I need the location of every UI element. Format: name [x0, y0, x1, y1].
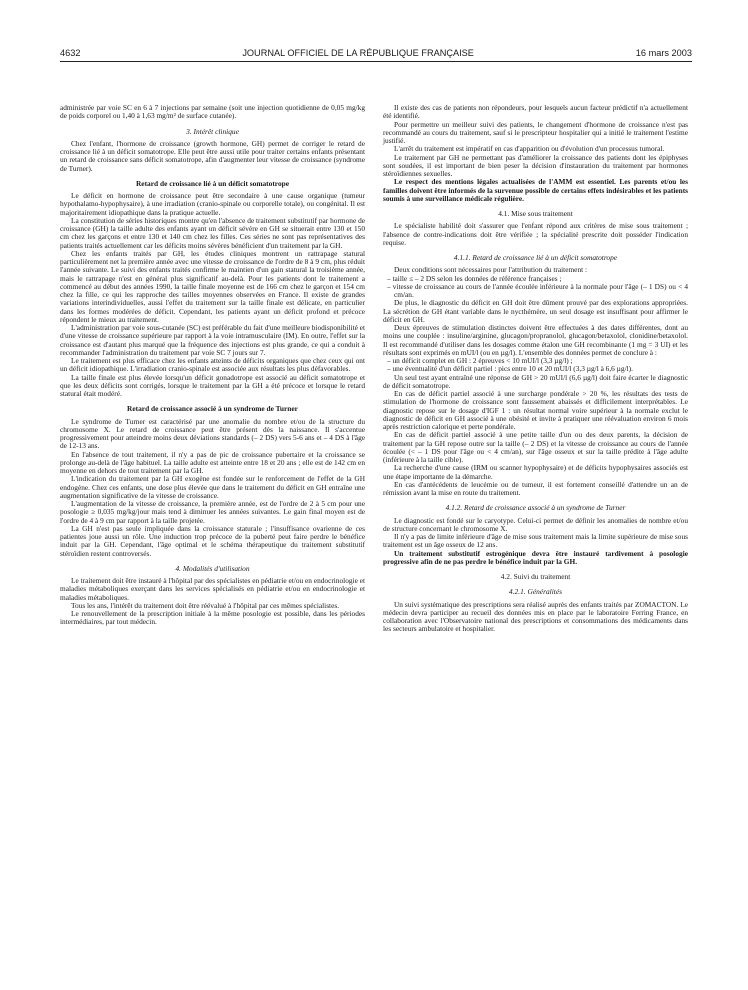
paragraph: Le traitement est plus efficace chez les enfants atteints de déficits organiques que chez ceux qui ont un déficit idiopathique. L'irradiation cranio-spinale est associée aux résultats les plus défavorables. [60, 356, 365, 374]
paragraph: L'indication du traitement par la GH exogène est fondée sur le renforcement de l'effet de la GH endogène. Chez ces enfants, une dose plus élevée que dans le traitement du déficit en GH entraîne une augmentation significative de la vitesse de croissance. [60, 474, 365, 500]
bullet-list [383, 357, 688, 374]
paragraph: Le syndrome de Turner est caractérisé par une anomalie du nombre et/ou de la structure du chromosome X. Le retard de croissance peut être présent dès la naissance. Il s'accentue progressivement pour atteindre moins deux déviations standards (– 2 DS) vers 5-6 ans et – 4 DS à l'âge de 12-13 ans. [60, 416, 365, 451]
subsection-heading: 3. Intérêt clinique [186, 126, 239, 136]
paragraph: administrée par voie SC en 6 à 7 injections par semaine (soit une injection quotidienne de 0,05 mg/kg de poids corporel ou 1,40 à 1,63 mg/m² de surface cutanée). [60, 103, 365, 121]
subsection-heading: 4.2.1. Généralités [509, 587, 562, 597]
subsection-heading: 4.1.1. Retard de croissance lié à un déficit somatotrope [453, 253, 618, 262]
subsection-heading: 4.1.2. Retard de croissance associé à un syndrome de Turner [445, 503, 626, 513]
paragraph: Le spécialiste habilité doit s'assurer que l'enfant répond aux critères de mise sous traitement ; l'absence de contre-indications doit être vérifiée ; la spécialité prescrite doit posséder l'indication requise. [383, 221, 688, 247]
subsection-heading: 4. Modalités d'utilisation [175, 563, 250, 573]
section-heading: 4.1. Mise sous traitement [498, 209, 573, 218]
paragraph: Un seul test ayant entraîné une réponse de GH > 20 mUI/l (6,6 µg/l) doit faire écarter le diagnostic de déficit somatotrope. [383, 372, 688, 390]
paragraph: Le renouvellement de la prescription initiale à la même posologie est possible, dans les périodes intermédiaires, par tout médecin. [60, 609, 365, 627]
paragraph: L'administration par voie sous-cutanée (SC) est préférable du fait d'une meilleure biodisponibilité et d'une vitesse de croissance supérieure par rapport à la voie intramusculaire (IM). En outre, l'effet sur la croissance est d'autant plus marqué que la fréquence des injections est plus grande, ce qui a conduit à recommander l'administration du traitement par voie SC 7 jours sur 7. [60, 323, 365, 357]
emphasized-paragraph: Le respect des mentions légales actualisées de l'AMM est essentiel. Les parents et/ou les familles doivent être informés de la survenue possible de certains effets indésirables et les patients soumis à une surveillance médicale régulière. [383, 177, 689, 203]
paragraph: Un suivi systématique des prescriptions sera réalisé auprès des enfants traités par ZOMACTON. Le médecin devra participer au recueil des données mis en place par le laboratoire Ferring France, en collaboration avec l'Observatoire national des prescriptions et consommations des médicaments dans les secteurs ambulatoire et hospitalier. [383, 599, 688, 634]
page-header [60, 48, 692, 58]
paragraph: En cas de déficit partiel associé à une surcharge pondérale > 20 %, les résultats des tests de stimulation de l'hormone de croissance sont faussement abaissés et difficilement interprétables. Le diagnostic repose sur le dosage d'IGF 1 : un résultat normal voire supérieur à la normale exclut le diagnostic de déficit en GH associé à une obésité et invite à pratiquer une réévaluation environ 6 mois après restriction calorique et perte pondérale. [383, 389, 688, 431]
paragraph: Il n'y a pas de limite inférieure d'âge de mise sous traitement mais la limite supérieure de mise sous traitement est un âge osseux de 12 ans. [383, 532, 688, 550]
paragraph: La constitution de séries historiques montre qu'en l'absence de traitement substitutif par hormone de croissance (GH) la taille adulte des enfants ayant un déficit sévère en GH se situerait entre 130 et 150 cm chez les garçons et entre 130 et 140 cm chez les filles. Ces séries ne sont pas représentatives des patients traités actuellement car les déficits moins sévères bénéficient d'un traitement par la GH. [60, 215, 365, 250]
paragraph: La GH n'est pas seule impliquée dans la croissance staturale ; l'insuffisance ovarienne de ces patientes joue aussi un rôle. Une induction trop précoce de la puberté peut faire perdre le bénéfice induit par la GH. Cependant, l'âge optimal et le schéma thérapeutique du traitement substitutif stéroïdien restent controversés. [60, 523, 365, 558]
right-column [383, 104, 688, 634]
paragraph: Deux épreuves de stimulation distinctes doivent être effectuées à des dates différentes, dont au moins une couplée : insuline/arginine, glucagon/propranolol, glucagon/betaxolol, clonidine/betaxolol. Il est recommandé d'utiliser dans les dosages comme étalon une GH recombinante (1 mg = 3 UI) et les résultats sont exprimés en mUI/l (ou en µg/l). L'ensemble des données permet de conclure à : [383, 323, 688, 357]
paragraph: Chez les enfants traités par GH, les études cliniques montrent un rattrapage statural particulièrement net la première année avec une vitesse de croissance de l'ordre de 8 à 9 cm, plus réduit l'année suivante. Le suivi des enfants traités confirme le maintien d'un gain statural la troisième année, mais le rattrapage n'est en général plus significatif au-delà. Pour les patients dont le traitement a commencé au début des années 1990, la taille finale moyenne est de 166 cm chez le garçon et 154 cm chez la fille, ce qui les rapproche des tailles moyennes observées en France. Il existe de grandes variations interindividuelles, aussi l'effet du traitement sur la taille finale est délicate, en particulier dans les formes modérées de déficit. Cependant, les patients ayant un déficit profond et précoce répondent le mieux au traitement. [60, 248, 365, 324]
section-heading: 4.2. Suivi du traitement [500, 572, 571, 581]
text-columns [60, 104, 692, 634]
list-item: – un déficit complet en GH : 2 épreuves < 10 mUI/l (3,3 µg/l) ; [387, 356, 573, 365]
section-heading: Retard de croissance lié à un déficit somatotrope [135, 178, 290, 188]
list-item: – une éventualité d'un déficit partiel : pics entre 10 et 20 mUI/l (3,3 µg/l à 6,6 µg/l). [387, 364, 633, 374]
paragraph: Le diagnostic est fondé sur le caryotype. Celui-ci permet de définir les anomalies de nombre et/ou de structure concernant le chromosome X. [383, 515, 688, 533]
paragraph: L'arrêt du traitement est impératif en cas d'apparition ou d'évolution d'un processus tumoral. [394, 144, 665, 154]
paragraph: En cas de déficit partiel associé à une petite taille d'un ou des deux parents, la décision de traitement par la GH repose outre sur la taille (– 2 DS) et la vitesse de croissance au cours de l'année écoulée (< – 1 DS pour l'âge ou < 4 cm/an), sur l'âge osseux et sur la taille prédite à l'âge adulte (inférieure à la taille cible). [383, 430, 688, 464]
emphasized-paragraph: Un traitement substitutif estrogénique devra être instauré tardivement à posologie progressive afin de ne pas perdre le bénéfice induit par la GH. [383, 548, 688, 566]
paragraph: La recherche d'une cause (IRM ou scanner hypophysaire) et de déficits hypophysaires associés est une étape importante de la démarche. [383, 463, 688, 481]
paragraph: L'augmentation de la vitesse de croissance, la première année, est de l'ordre de 2 à 5 cm pour une posologie ≥ 0,035 mg/kg/jour mais tend à diminuer les années suivantes. Le gain final moyen est de l'ordre de 4 à 9 cm par rapport à la taille projetée. [60, 499, 365, 525]
paragraph: En l'absence de tout traitement, il n'y a pas de pic de croissance pubertaire et la croissance se prolonge au-delà de l'âge habituel. La taille adulte est atteinte entre 18 et 20 ans ; elle est de 142 cm en moyenne en dehors de tout traitement par la GH. [60, 449, 365, 475]
list-item: – vitesse de croissance au cours de l'année écoulée inférieure à la normale pour l'âge (– 1 DS) ou < 4 cm/an. [387, 281, 688, 299]
bullet-list [383, 275, 688, 300]
paragraph: Le traitement doit être instauré à l'hôpital par des spécialistes en pédiatrie et/ou en endocrinologie et maladies métaboliques exerçant dans les services spécialisés en pédiatrie et/ou en endocrinologie et maladies métaboliques. [60, 576, 365, 602]
paragraph: De plus, le diagnostic du déficit en GH doit être dûment prouvé par des explorations appropriées. La sécrétion de GH étant variable dans le nycthémère, un seul dosage est insuffisant pour affirmer le déficit en GH. [383, 298, 688, 324]
left-column [60, 104, 365, 634]
paragraph: Tous les ans, l'intérêt du traitement doit être réévalué à l'hôpital par ces mêmes spécialistes. [71, 600, 340, 610]
paragraph: Deux conditions sont nécessaires pour l'attribution du traitement : [394, 265, 588, 275]
paragraph: Il existe des cas de patients non répondeurs, pour lesquels aucun facteur prédictif n'a actuellement été identifié. [383, 103, 688, 121]
paragraph: En cas d'antécédents de leucémie ou de tumeur, il est fortement conseillé d'attendre un an de rémission avant la mise en route du traitement. [383, 479, 688, 497]
journal-title: JOURNAL OFFICIEL DE LA RÉPUBLIQUE FRANÇAISE [242, 48, 474, 58]
section-heading: Retard de croissance associé à un syndrome de Turner [127, 404, 298, 414]
header-rule [60, 61, 692, 62]
paragraph: Le déficit en hormone de croissance peut être secondaire à une cause organique (tumeur hypothalamo-hypophysaire), à une irradiation (cranio-spinale ou corporelle totale), ou congénital. Il est majoritairement idiopathique dans la pratique actuelle. [60, 191, 365, 217]
page-number: 4632 [60, 48, 81, 58]
paragraph: La taille finale est plus élevée lorsqu'un déficit gonadotrope est associé au déficit somatotrope et que les deux déficits sont corrigés, lorsque le traitement par la GH a été précoce et lorsque le retard statural était modéré. [60, 372, 365, 398]
list-item: – taille ≤ – 2 DS selon les données de référence françaises ; [387, 273, 562, 283]
paragraph: Le traitement par GH ne permettant pas d'améliorer la croissance des patients dont les épiphyses sont soudées, il est important de bien peser la décision d'instauration du traitement par hormones stéroïdiennes sexuelles. [383, 152, 688, 178]
paragraph: Chez l'enfant, l'hormone de croissance (growth hormone, GH) permet de corriger le retard de croissance lié à un déficit somatotrope. Elle peut être aussi utile pour traiter certains enfants présentant un retard de croissance sans déficit somatotrope, afin d'augmenter leur vitesse de croissance (syndrome de Turner). [60, 138, 365, 173]
publication-date: 16 mars 2003 [635, 48, 692, 58]
paragraph: Pour permettre un meilleur suivi des patients, le changement d'hormone de croissance n'est pas recommandé au cours du traitement, sauf si le prescripteur hospitalier qui a initié le traitement l'estime justifié. [383, 119, 688, 145]
